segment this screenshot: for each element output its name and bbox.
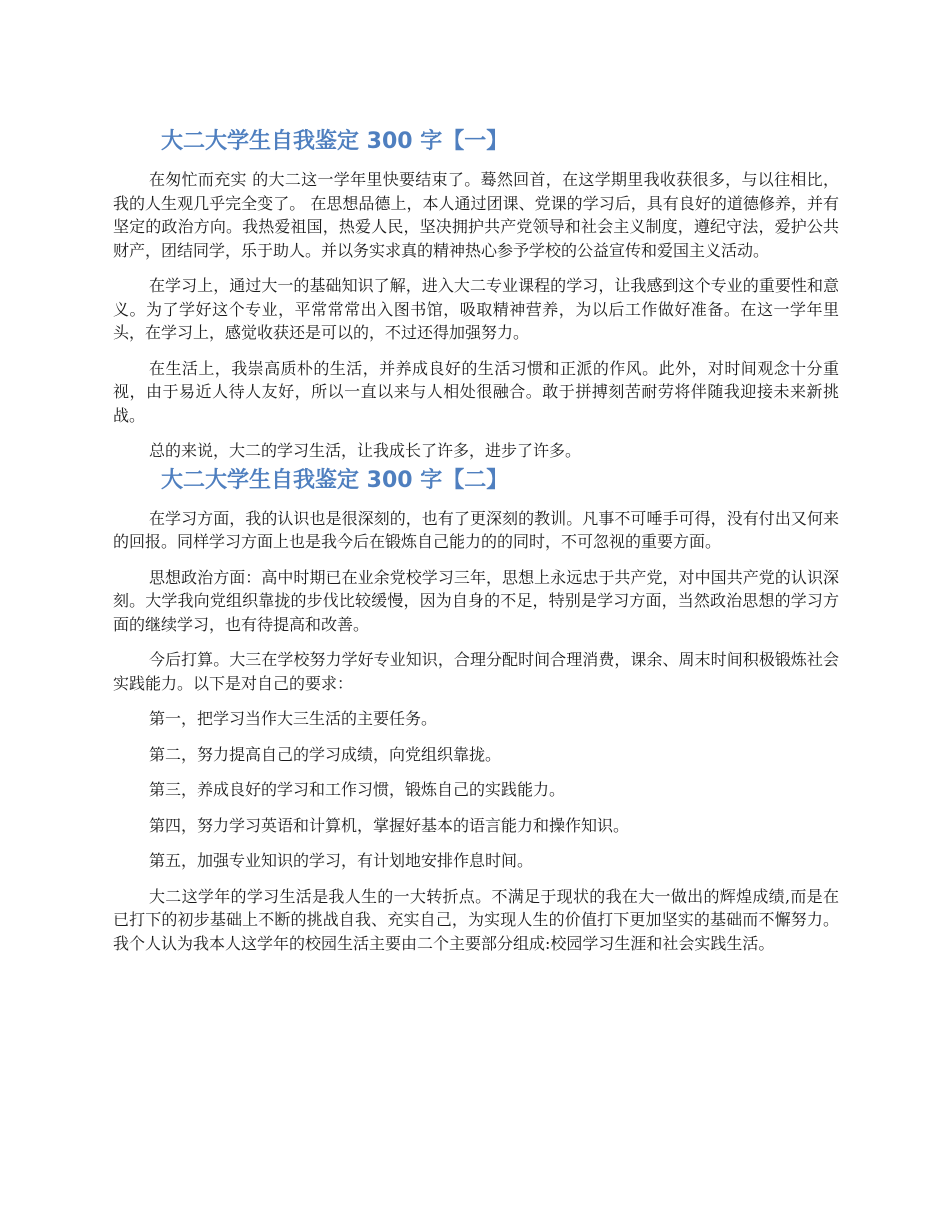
list-item: 第五，加强专业知识的学习，有计划地安排作息时间。 (149, 851, 534, 870)
paragraph: 总的来说，大二的学习生活，让我成长了许多，进步了许多。 (149, 441, 582, 460)
paragraph: 在匆忙而充实 的大二这一学年里快要结束了。蓦然回首，在这学期里我收获很多，与以往相比，我的人生观几乎完全变了。 在思想品德上，本人通过团课、党课的学习后，具有良好的道德修养，并有坚定的政治方向。我热爱祖国，热爱人民，坚决拥护共产党领导和社会主义制度，遵纪守法，爱护公共财产，团结同学，乐于助人。并以务实求真的精神热心参予学校的公益宣传和爱国主义活动。 (113, 170, 839, 260)
paragraph: 在学习方面，我的认识也是很深刻的，也有了更深刻的教训。凡事不可唾手可得，没有付出又何来的回报。同样学习方面上也是我今后在锻炼自己能力的的同时，不可忽视的重要方面。 (113, 508, 839, 551)
list-item: 第三，养成良好的学习和工作习惯，锻炼自己的实践能力。 (149, 780, 566, 799)
paragraph: 在生活上，我崇高质朴的生活，并养成良好的生活习惯和正派的作风。此外，对时间观念十分重视，由于易近人待人友好，所以一直以来与人相处很融合。敢于拼搏刻苦耐劳将伴随我迎接未来新挑战。 (113, 358, 839, 425)
paragraph: 思想政治方面：高中时期已在业余党校学习三年，思想上永远忠于共产党，对中国共产党的认识深刻。大学我向党组织靠拢的步伐比较缓慢，因为自身的不足，特别是学习方面，当然政治思想的学习方面的继续学习，也有待提高和改善。 (113, 567, 839, 634)
paragraph: 大二这学年的学习生活是我人生的一大转折点。不满足于现状的我在大一做出的辉煌成绩,而是在已打下的初步基础上不断的挑战自我、充实自己，为实现人生的价值打下更加坚实的基础而不懈努力。我个人认为我本人这学年的校园生活主要由二个主要部分组成:校园学习生涯和社会实践生活。 (113, 886, 839, 953)
section-title-1: 大二大学生自我鉴定 300 字【一】 (161, 129, 509, 154)
section-title-2: 大二大学生自我鉴定 300 字【二】 (161, 467, 509, 493)
paragraph: 在学习上，通过大一的基础知识了解，进入大二专业课程的学习，让我感到这个专业的重要性和意义。为了学好这个专业，平常常常出入图书馆，吸取精神营养，为以后工作做好准备。在这一学年里头，在学习上，感觉收获还是可以的，不过还得加强努力。 (113, 276, 839, 342)
list-item: 第四，努力学习英语和计算机，掌握好基本的语言能力和操作知识。 (149, 815, 630, 835)
list-item: 第二，努力提高自己的学习成绩，向党组织靠拢。 (149, 744, 502, 764)
paragraph: 今后打算。大三在学校努力学好专业知识，合理分配时间合理消费，课余、周末时间积极锻炼社会实践能力。以下是对自己的要求： (113, 650, 839, 693)
document-page (113, 124, 839, 955)
list-item: 第一，把学习当作大三生活的主要任务。 (149, 709, 438, 728)
